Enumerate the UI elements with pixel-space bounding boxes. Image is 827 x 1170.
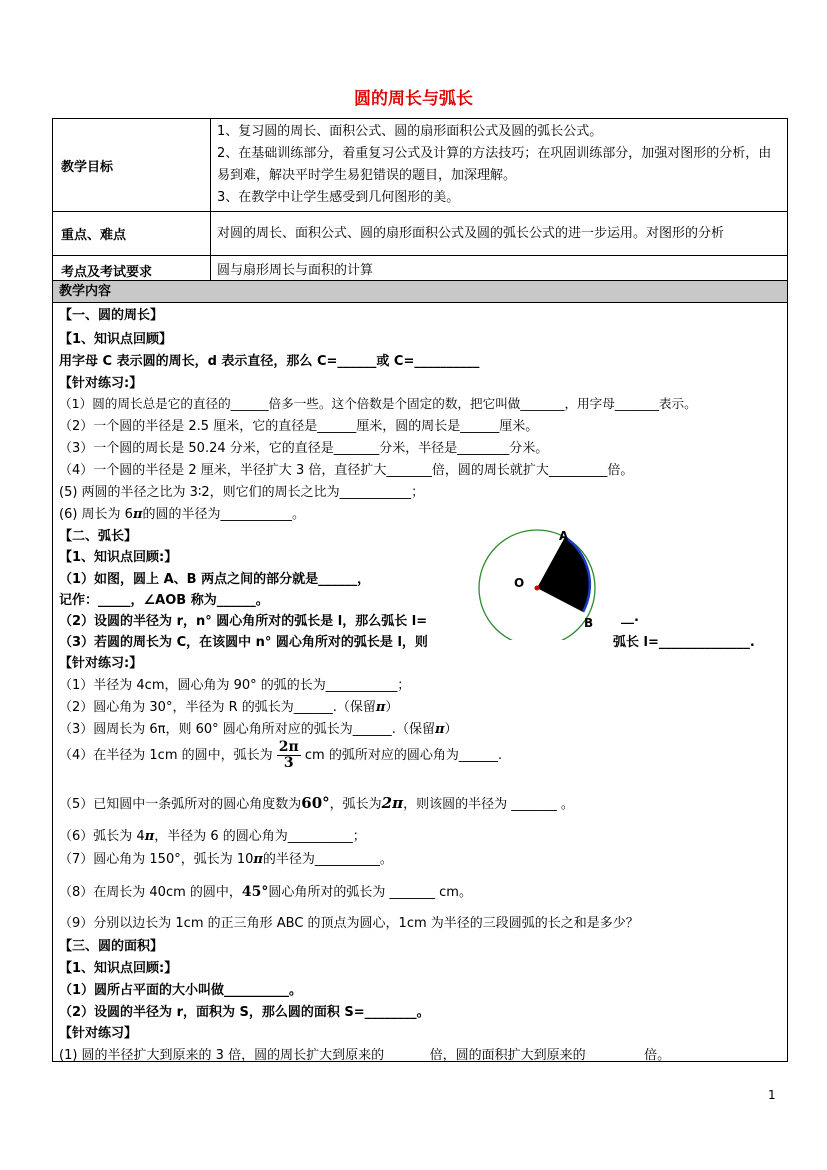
goal-label: 教学目标 xyxy=(53,119,211,212)
exercise-line: （2）圆心角为 30°，半径为 R 的弧长为______.（保留π） xyxy=(59,700,399,715)
goal-cell xyxy=(211,119,788,212)
section-heading: 【一、圆的周长】 xyxy=(59,308,164,323)
practice-heading: 【针对练习:】 xyxy=(59,376,143,391)
review-heading: 【1、知识点回顾:】 xyxy=(59,550,178,565)
exercise-line: （4）一个圆的半径是 2 厘米，半径扩大 3 倍，直径扩大_______倍，圆的周长就扩大_________倍。 xyxy=(59,463,634,478)
exercise-line: （9）分别以边长为 1cm 的正三角形 ABC 的顶点为圆心，1cm 为半径的三段圆弧的长之和是多少？ xyxy=(59,916,639,931)
question-line: （2）设圆的半径为 r，面积为 S，那么圆的面积 S=________。 xyxy=(59,1005,430,1020)
center-point xyxy=(535,586,540,591)
exercise-line: (1) 圆的半径扩大到原来的 3 倍，圆的周长扩大到原来的_______倍，圆的面积扩大到原来的_________倍。 xyxy=(59,1048,671,1063)
question-line: 记作：_____，∠AOB 称为______。 xyxy=(59,593,269,608)
exercise-line: (5) 两圆的半径之比为 3∶2，则它们的周长之比为___________； xyxy=(59,485,425,500)
page-number: 1 xyxy=(768,1088,776,1102)
question-line-tail: 弧长 l=______________. xyxy=(613,635,755,650)
content-section xyxy=(52,280,788,1062)
exercise-line: （2）一个圆的半径是 2.5 厘米，它的直径是______厘米，圆的周长是______厘米。 xyxy=(59,419,539,434)
exercise-line: (6) 周长为 6π的圆的半径为___________。 xyxy=(59,507,305,522)
goal-item: 1、复习圆的周长、面积公式、圆的扇形面积公式及圆的弧长公式。 xyxy=(217,124,603,139)
question-line: （1）圆所占平面的大小叫做__________。 xyxy=(59,983,303,998)
question-line: （1）如图，圆上 A、B 两点之间的部分就是______， xyxy=(59,572,371,587)
exercise-line: （4）在半径为 1cm 的圆中，弧长为 $\frac{2\pi}{3}$ cm 的弧所对应的圆心角为______. xyxy=(59,739,502,771)
label-b: B xyxy=(584,616,594,630)
practice-heading: 【针对练习:】 xyxy=(59,656,143,671)
key-text: 对圆的周长、面积公式、圆的扇形面积公式及圆的弧长公式的进一步运用。对图形的分析 xyxy=(211,212,788,256)
review-heading: 【1、知识点回顾】 xyxy=(59,332,173,347)
review-heading: 【1、知识点回顾:】 xyxy=(59,961,178,976)
question-line: （3）若圆的周长为 C，在该圆中 n° 圆心角所对的弧长是 l，则 xyxy=(59,635,428,650)
exam-text: 圆与扇形周长与面积的计算 xyxy=(211,256,788,286)
goal-item: 2、在基础训练部分，着重复习公式及计算的方法技巧；在巩固训练部分，加强对图形的分析，由易到难，解决平时学生易犯错误的题目，加深理解。 xyxy=(217,146,772,183)
question-line: （2）设圆的半径为 r，n° 圆心角所对的弧长是 l，那么弧长 l= xyxy=(59,614,428,629)
label-a: A xyxy=(559,529,569,543)
question-line: 用字母 C 表示圆的周长，d 表示直径，那么 C=______或 C=__________ xyxy=(59,354,480,369)
content-header: 教学内容 xyxy=(53,280,787,303)
key-label: 重点、难点 xyxy=(53,212,211,256)
page-title: 圆的周长与弧长 xyxy=(354,89,473,109)
circle-sector-figure xyxy=(472,520,622,640)
exercise-line: （1）圆的周长总是它的直径的______倍多一些。这个倍数是个固定的数，把它叫做_______，用字母_______表示。 xyxy=(59,396,697,411)
exercise-line: （5）已知圆中一条弧所对的圆心角度数为60°，弧长为2π，则该圆的半径为 _______ 。 xyxy=(59,794,574,812)
exercise-line: （3）圆周长为 6π，则 60° 圆心角所对应的弧长为______.（保留π） xyxy=(59,722,458,737)
exam-label: 考点及考试要求 xyxy=(53,256,211,286)
fraction: $\frac{2\pi}{3}$ xyxy=(278,739,299,771)
exercise-line: （3）一个圆的周长是 50.24 分米，它的直径是_______分米，半径是________分米。 xyxy=(59,441,549,456)
meta-table xyxy=(52,118,788,286)
exercise-line: （8）在周长为 40cm 的圆中，45°圆心角所对的弧长为 _______ cm。 xyxy=(59,884,472,900)
practice-heading: 【针对练习】 xyxy=(59,1026,138,1041)
label-o: O xyxy=(514,576,525,590)
exercise-line: （7）圆心角为 150°，弧长为 10π的半径为__________。 xyxy=(59,852,393,867)
section-heading: 【三、圆的面积】 xyxy=(59,939,164,954)
question-line-tail: __. xyxy=(621,610,639,625)
exercise-line: （6）弧长为 4π，半径为 6 的圆心角为__________； xyxy=(59,829,366,844)
sector-shape xyxy=(537,537,590,612)
exercise-line: （1）半径为 4cm，圆心角为 90° 的弧的长为___________； xyxy=(59,678,411,693)
goal-item: 3、在教学中让学生感受到几何图形的美。 xyxy=(217,190,460,205)
section-heading: 【二、弧长】 xyxy=(59,529,138,544)
